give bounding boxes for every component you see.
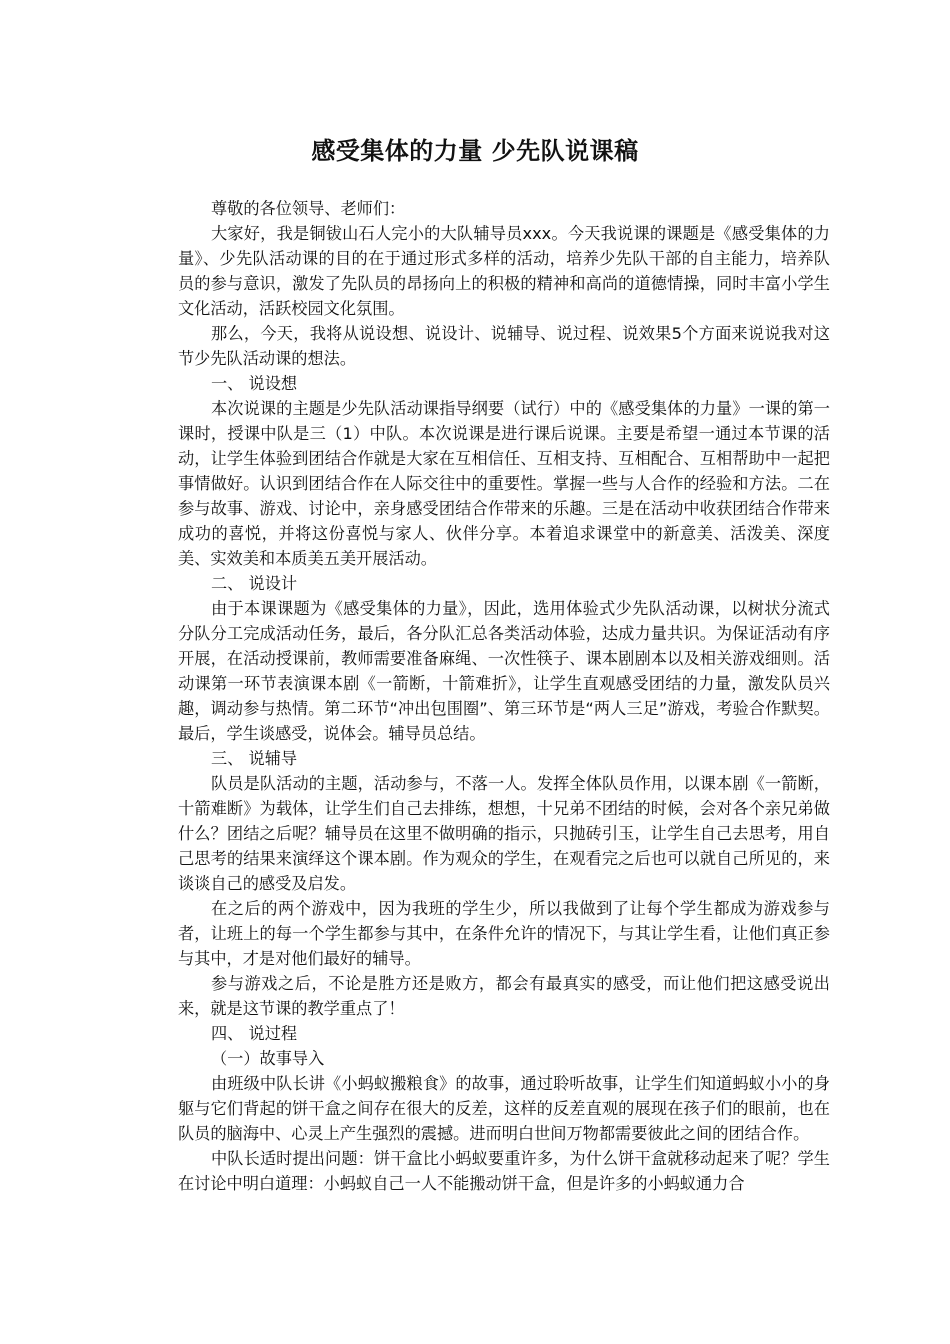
greeting-paragraph: 尊敬的各位领导、老师们： <box>211 199 406 218</box>
body-paragraph: 队员是队活动的主题，活动参与，不落一人。发挥全体队员作用，以课本剧《一箭断，十箭难断》为载体，让学生们自己去排练，想想，十兄弟不团结的时候，会对各个亲兄弟做什么？团结之后呢？辅导员在这里不做明确的指示，只抛砖引玉，让学生自己去思考，用自己思考的结果来演绎这个课本剧。作为观众的学生，在观看完之后也可以就自己所见的，来谈谈自己的感受及启发。 <box>178 774 830 893</box>
body-paragraph: 由于本课课题为《感受集体的力量》，因此，选用体验式少先队活动课，以树状分流式分队分工完成活动任务，最后，各分队汇总各类活动体验，达成力量共识。为保证活动有序开展，在活动授课前，教师需要准备麻绳、一次性筷子、课本剧剧本以及相关游戏细则。活动课第一环节表演课本剧《一箭断，十箭难折》，让学生直观感受团结的力量，激发队员兴趣，调动参与热情。第二环节“冲出包围圈”、第三环节是“两人三足”游戏，考验合作默契。最后，学生谈感受，说体会。辅导员总结。 <box>178 599 830 743</box>
document-body <box>178 196 830 1196</box>
body-paragraph: 在之后的两个游戏中，因为我班的学生少，所以我做到了让每个学生都成为游戏参与者，让班上的每一个学生都参与其中，在条件允许的情况下，与其让学生看，让他们真正参与其中，才是对他们最好的辅导。 <box>178 899 830 968</box>
body-paragraph: 本次说课的主题是少先队活动课指导纲要（试行）中的《感受集体的力量》一课的第一课时，授课中队是三（1）中队。本次说课是进行课后说课。主要是希望一通过本节课的活动，让学生体验到团结合作就是大家在互相信任、互相支持、互相配合、互相帮助中一起把事情做好。认识到团结合作在人际交往中的重要性。掌握一些与人合作的经验和方法。二在参与故事、游戏、讨论中，亲身感受团结合作带来的乐趣。三是在活动中收获团结合作带来成功的喜悦，并将这份喜悦与家人、伙伴分享。本着追求课堂中的新意美、活泼美、深度美、实效美和本质美五美开展活动。 <box>178 399 830 568</box>
body-paragraph: 参与游戏之后，不论是胜方还是败方，都会有最真实的感受，而让他们把这感受说出来，就是这节课的教学重点了！ <box>178 974 830 1018</box>
section-heading-3: 三、 说辅导 <box>211 749 298 768</box>
body-paragraph: 中队长适时提出问题：饼干盒比小蚂蚁要重许多，为什么饼干盒就移动起来了呢？学生在讨论中明白道理：小蚂蚁自己一人不能搬动饼干盒，但是许多的小蚂蚁通力合 <box>178 1149 830 1193</box>
overview-paragraph: 那么，今天，我将从说设想、说设计、说辅导、说过程、说效果5个方面来说说我对这节少先队活动课的想法。 <box>178 324 830 368</box>
intro-paragraph: 大家好，我是铜钹山石人完小的大队辅导员xxx。今天我说课的课题是《感受集体的力量》、少先队活动课的目的在于通过形式多样的活动，培养少先队干部的自主能力，培养队员的参与意识，激发了先队员的昂扬向上的积极的精神和高尚的道德情操，同时丰富小学生文化活动，活跃校园文化氛围。 <box>178 224 830 318</box>
section-heading-4: 四、 说过程 <box>211 1024 298 1043</box>
page-title: 感受集体的力量 少先队说课稿 <box>311 137 639 165</box>
subsection-heading-1: （一）故事导入 <box>211 1049 325 1068</box>
section-heading-1: 一、 说设想 <box>211 374 298 393</box>
section-heading-2: 二、 说设计 <box>211 574 298 593</box>
body-paragraph: 由班级中队长讲《小蚂蚁搬粮食》的故事，通过聆听故事，让学生们知道蚂蚁小小的身躯与它们背起的饼干盒之间存在很大的反差，这样的反差直观的展现在孩子们的眼前，也在队员的脑海中、心灵上产生强烈的震撼。进而明白世间万物都需要彼此之间的团结合作。 <box>178 1074 830 1143</box>
